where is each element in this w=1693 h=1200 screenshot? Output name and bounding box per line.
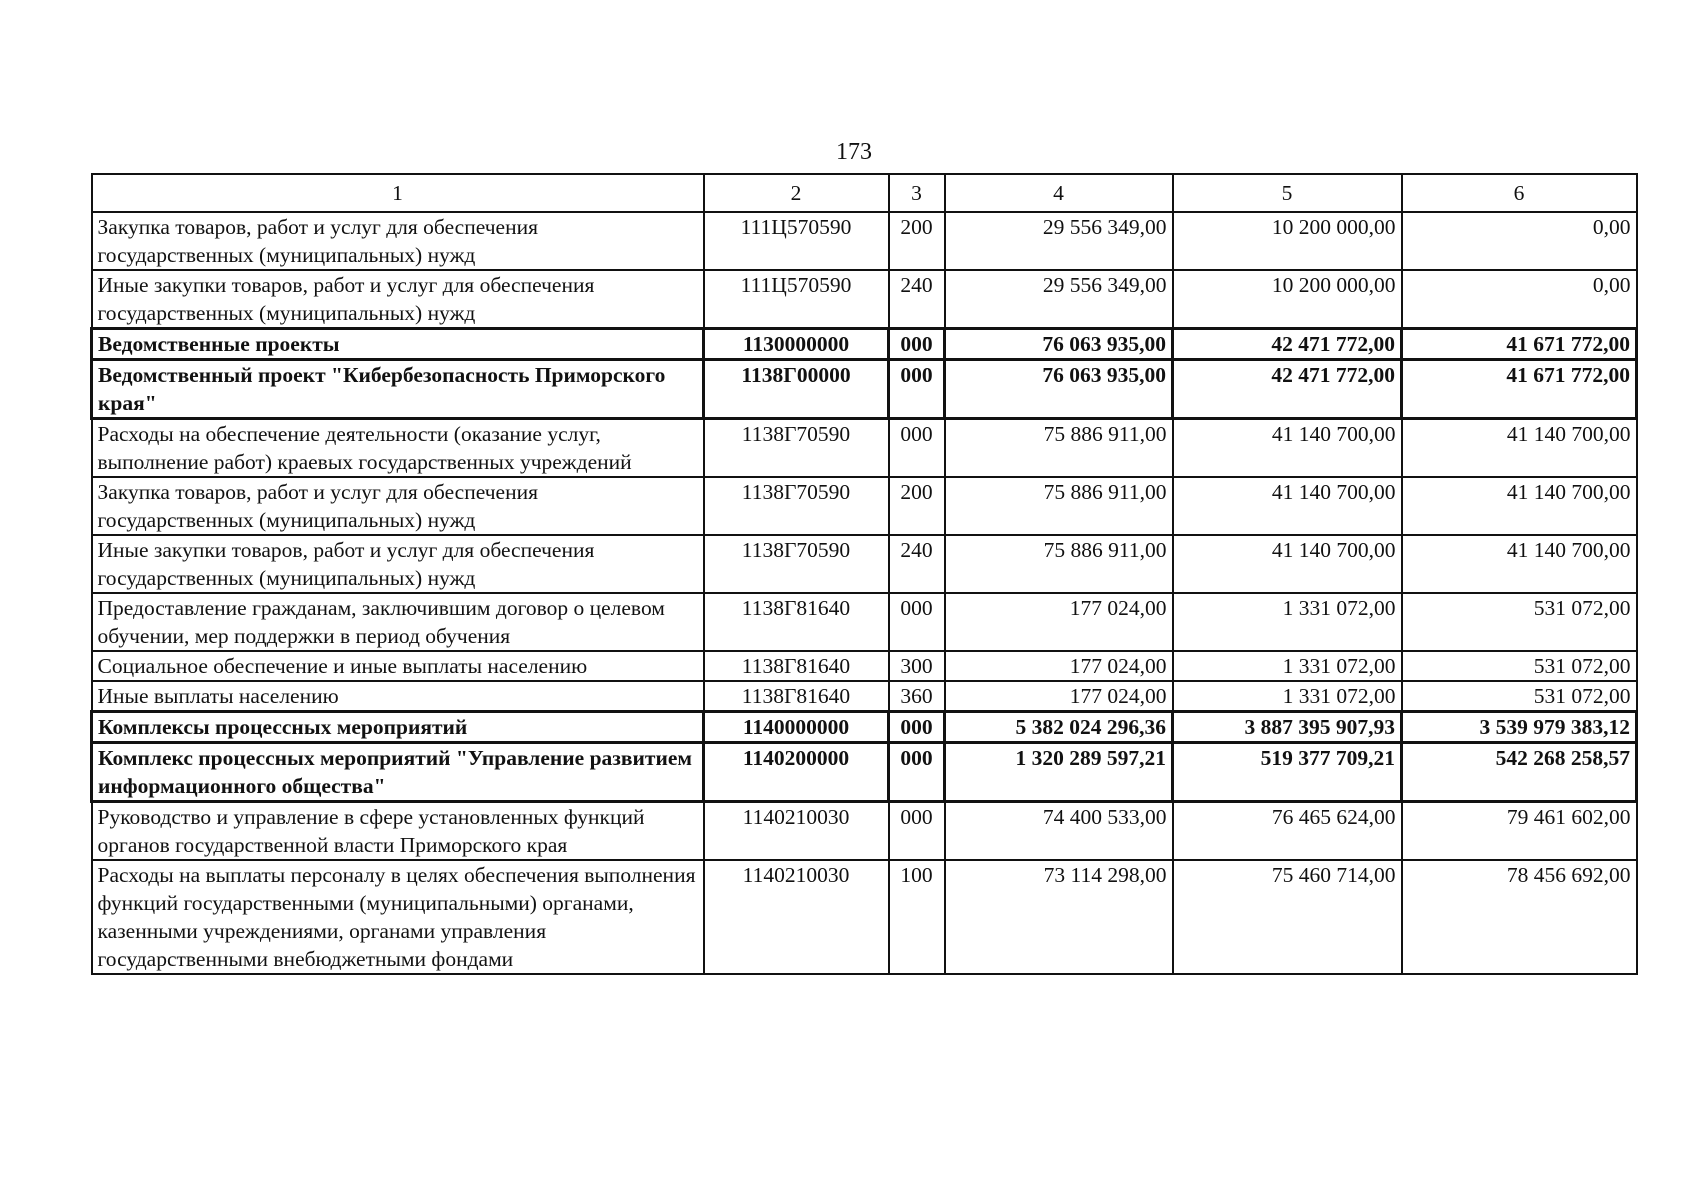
expense-name: Ведомственные проекты: [92, 329, 704, 360]
table-row: [92, 419, 1637, 478]
amount-column-6: 3 539 979 383,12: [1402, 712, 1637, 743]
amount-column-4: 75 886 911,00: [945, 535, 1173, 593]
target-article-code: 1138Г81640: [704, 651, 889, 681]
amount-column-5: 75 460 714,00: [1173, 860, 1402, 974]
table-row: [92, 270, 1637, 329]
amount-column-5: 41 140 700,00: [1173, 419, 1402, 478]
expense-name: Иные закупки товаров, работ и услуг для обеспечения государственных (муниципальных) нужд: [92, 270, 704, 329]
table-row: [92, 651, 1637, 681]
table-row: [92, 212, 1637, 270]
expense-name: Социальное обеспечение и иные выплаты населению: [92, 651, 704, 681]
table-row: [92, 681, 1637, 712]
amount-column-5: 41 140 700,00: [1173, 477, 1402, 535]
target-article-code: 1138Г81640: [704, 593, 889, 651]
target-article-code: 111Ц570590: [704, 212, 889, 270]
column-number: 1: [92, 174, 704, 212]
amount-column-6: 41 671 772,00: [1402, 329, 1637, 360]
page-number: 173: [836, 139, 872, 165]
expense-name: Закупка товаров, работ и услуг для обеспечения государственных (муниципальных) нужд: [92, 212, 704, 270]
table-row: [92, 329, 1637, 360]
expense-name: Предоставление гражданам, заключившим договор о целевом обучении, мер поддержки в период обучения: [92, 593, 704, 651]
amount-column-5: 42 471 772,00: [1173, 360, 1402, 419]
expense-name: Расходы на обеспечение деятельности (оказание услуг, выполнение работ) краевых государственных учреждений: [92, 419, 704, 478]
target-article-code: 1138Г70590: [704, 535, 889, 593]
amount-column-5: 1 331 072,00: [1173, 651, 1402, 681]
amount-column-6: 531 072,00: [1402, 593, 1637, 651]
amount-column-4: 1 320 289 597,21: [945, 743, 1173, 802]
expense-type-code: 000: [889, 743, 945, 802]
expense-type-code: 200: [889, 477, 945, 535]
amount-column-6: 542 268 258,57: [1402, 743, 1637, 802]
expense-name: Иные закупки товаров, работ и услуг для обеспечения государственных (муниципальных) нужд: [92, 535, 704, 593]
table-row: [92, 593, 1637, 651]
amount-column-4: 75 886 911,00: [945, 419, 1173, 478]
amount-column-6: 41 140 700,00: [1402, 419, 1637, 478]
amount-column-6: 78 456 692,00: [1402, 860, 1637, 974]
amount-column-5: 76 465 624,00: [1173, 802, 1402, 861]
amount-column-6: 0,00: [1402, 270, 1637, 329]
amount-column-5: 10 200 000,00: [1173, 212, 1402, 270]
table-row: [92, 360, 1637, 419]
expense-name: Комплекс процессных мероприятий "Управление развитием информационного общества": [92, 743, 704, 802]
amount-column-5: 10 200 000,00: [1173, 270, 1402, 329]
target-article-code: 1140200000: [704, 743, 889, 802]
amount-column-5: 1 331 072,00: [1173, 681, 1402, 712]
expense-name: Иные выплаты населению: [92, 681, 704, 712]
amount-column-4: 29 556 349,00: [945, 270, 1173, 329]
amount-column-4: 177 024,00: [945, 681, 1173, 712]
expense-name: Закупка товаров, работ и услуг для обеспечения государственных (муниципальных) нужд: [92, 477, 704, 535]
amount-column-4: 76 063 935,00: [945, 360, 1173, 419]
expense-name: Расходы на выплаты персоналу в целях обеспечения выполнения функций государственными (муниципальными) органами, казенными учреждениями, органами управления государственными внебюджетными фондами: [92, 860, 704, 974]
target-article-code: 1140210030: [704, 860, 889, 974]
expense-type-code: 000: [889, 712, 945, 743]
target-article-code: 1138Г70590: [704, 419, 889, 478]
column-number: 2: [704, 174, 889, 212]
amount-column-6: 531 072,00: [1402, 681, 1637, 712]
target-article-code: 111Ц570590: [704, 270, 889, 329]
expense-type-code: 100: [889, 860, 945, 974]
target-article-code: 1138Г00000: [704, 360, 889, 419]
target-article-code: 1138Г70590: [704, 477, 889, 535]
amount-column-4: 74 400 533,00: [945, 802, 1173, 861]
expense-type-code: 300: [889, 651, 945, 681]
expense-type-code: 000: [889, 329, 945, 360]
table-row: [92, 535, 1637, 593]
target-article-code: 1138Г81640: [704, 681, 889, 712]
column-number: 5: [1173, 174, 1402, 212]
amount-column-4: 29 556 349,00: [945, 212, 1173, 270]
amount-column-5: 3 887 395 907,93: [1173, 712, 1402, 743]
budget-table: [90, 173, 1638, 975]
expense-name: Ведомственный проект "Кибербезопасность Приморского края": [92, 360, 704, 419]
amount-column-4: 73 114 298,00: [945, 860, 1173, 974]
column-number: 4: [945, 174, 1173, 212]
target-article-code: 1140000000: [704, 712, 889, 743]
amount-column-5: 41 140 700,00: [1173, 535, 1402, 593]
target-article-code: 1140210030: [704, 802, 889, 861]
amount-column-4: 75 886 911,00: [945, 477, 1173, 535]
amount-column-6: 0,00: [1402, 212, 1637, 270]
table-row: [92, 860, 1637, 974]
expense-type-code: 360: [889, 681, 945, 712]
expense-type-code: 000: [889, 593, 945, 651]
expense-type-code: 200: [889, 212, 945, 270]
amount-column-5: 519 377 709,21: [1173, 743, 1402, 802]
table-row: [92, 477, 1637, 535]
amount-column-5: 1 331 072,00: [1173, 593, 1402, 651]
amount-column-6: 41 140 700,00: [1402, 477, 1637, 535]
table-row: [92, 802, 1637, 861]
table-row: [92, 712, 1637, 743]
expense-type-code: 000: [889, 802, 945, 861]
amount-column-6: 41 140 700,00: [1402, 535, 1637, 593]
column-number: 6: [1402, 174, 1637, 212]
target-article-code: 1130000000: [704, 329, 889, 360]
table-row: [92, 743, 1637, 802]
amount-column-6: 41 671 772,00: [1402, 360, 1637, 419]
expense-type-code: 240: [889, 270, 945, 329]
expense-type-code: 000: [889, 419, 945, 478]
amount-column-5: 42 471 772,00: [1173, 329, 1402, 360]
amount-column-4: 76 063 935,00: [945, 329, 1173, 360]
amount-column-6: 79 461 602,00: [1402, 802, 1637, 861]
expense-name: Комплексы процессных мероприятий: [92, 712, 704, 743]
expense-type-code: 000: [889, 360, 945, 419]
column-number: 3: [889, 174, 945, 212]
amount-column-4: 5 382 024 296,36: [945, 712, 1173, 743]
amount-column-4: 177 024,00: [945, 651, 1173, 681]
amount-column-6: 531 072,00: [1402, 651, 1637, 681]
expense-name: Руководство и управление в сфере установленных функций органов государственной власти Приморского края: [92, 802, 704, 861]
column-number-row: [92, 174, 1637, 212]
expense-type-code: 240: [889, 535, 945, 593]
amount-column-4: 177 024,00: [945, 593, 1173, 651]
